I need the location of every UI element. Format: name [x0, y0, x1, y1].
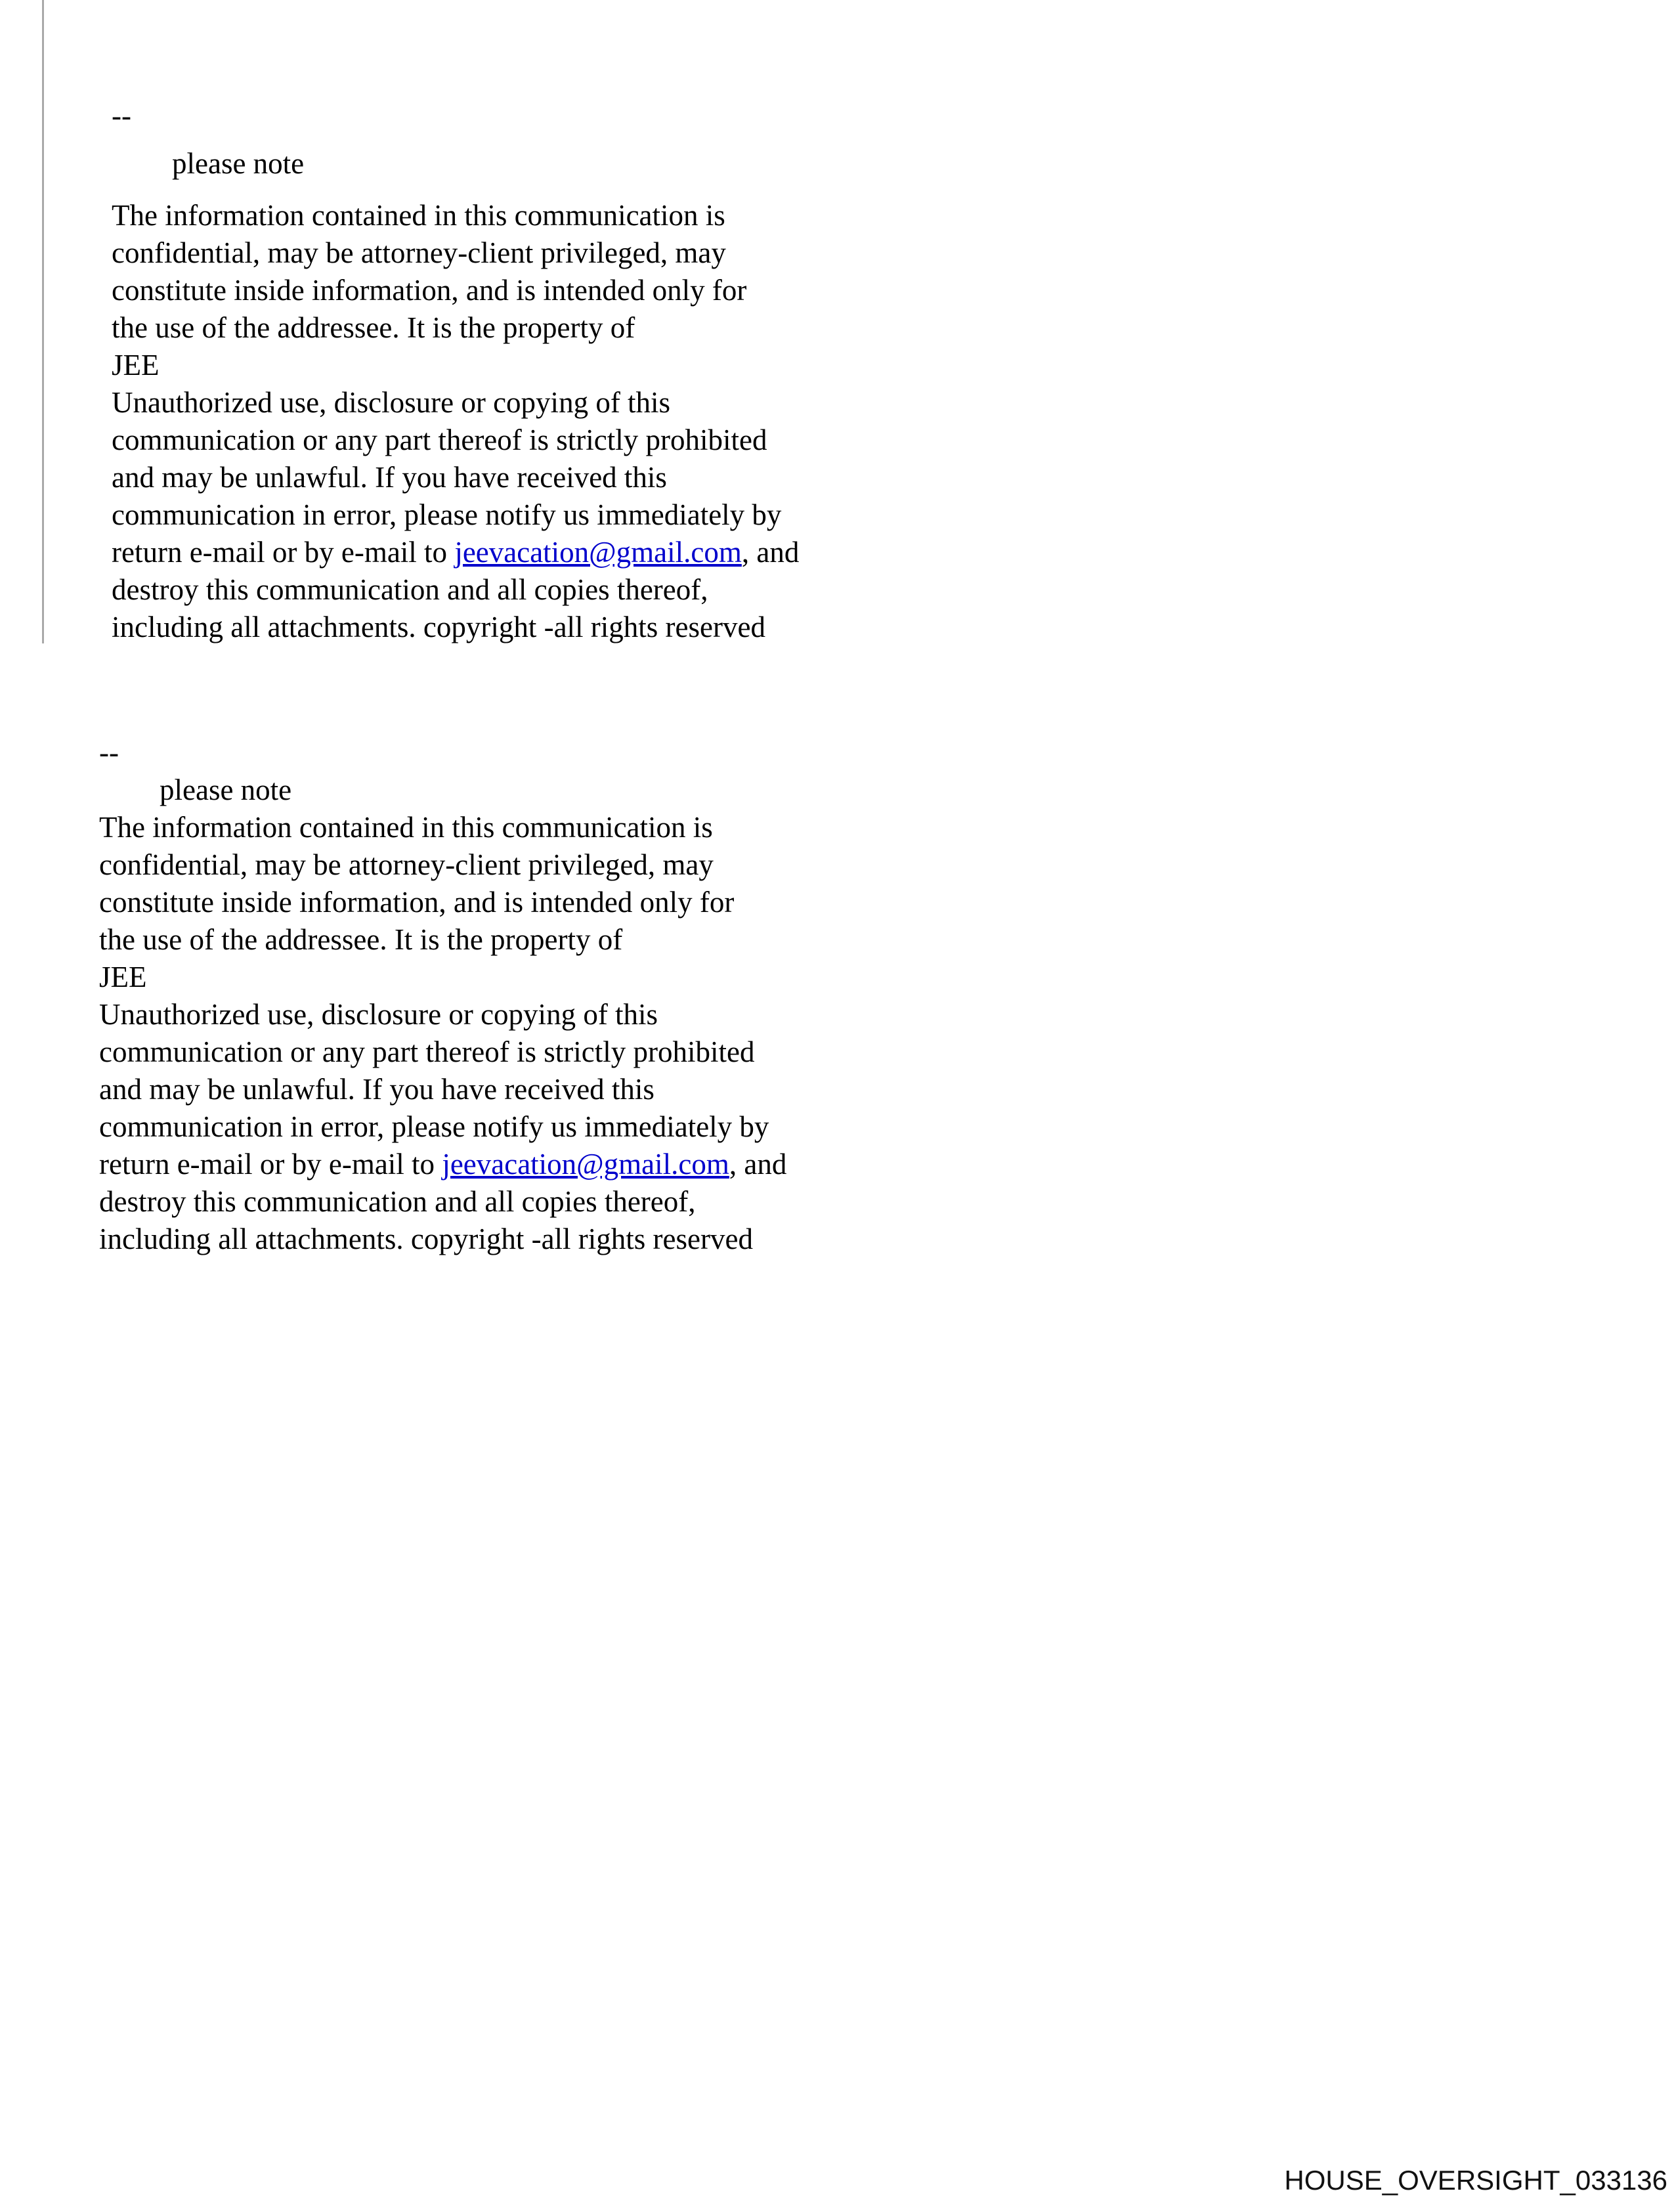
disclaimer-line: destroy this communication and all copies thereof,	[99, 1185, 696, 1218]
link-suffix-text: , and	[741, 536, 800, 569]
disclaimer-line: JEE	[112, 349, 160, 381]
disclaimer-line: communication or any part thereof is strictly prohibited	[112, 423, 767, 456]
link-prefix-text: return e-mail or by e-mail to	[112, 536, 455, 569]
disclaimer-line: including all attachments. copyright -all rights reserved	[99, 1223, 753, 1255]
disclaimer-line: the use of the addressee. It is the property of	[112, 311, 635, 344]
disclaimer-paragraph	[99, 809, 786, 1258]
disclaimer-line: The information contained in this communication is	[99, 811, 713, 844]
quote-bar	[42, 0, 44, 643]
link-suffix-text: , and	[729, 1148, 787, 1181]
disclaimer-line-with-link	[99, 1146, 786, 1183]
email-disclaimer-block-bottom	[99, 734, 786, 1258]
please-note-heading: please note	[160, 773, 292, 806]
disclaimer-line: constitute inside information, and is intended only for	[112, 274, 747, 307]
disclaimer-line: constitute inside information, and is intended only for	[99, 886, 735, 919]
disclaimer-line: including all attachments. copyright -all rights reserved	[112, 611, 765, 643]
email-link[interactable]: jeevacation@gmail.com	[454, 536, 742, 569]
disclaimer-line: communication or any part thereof is strictly prohibited	[99, 1035, 755, 1068]
disclaimer-line: Unauthorized use, disclosure or copying of this	[99, 998, 658, 1031]
disclaimer-line: communication in error, please notify us immediately by	[99, 1110, 769, 1143]
signature-separator: --	[99, 736, 119, 769]
link-prefix-text: return e-mail or by e-mail to	[99, 1148, 442, 1181]
disclaimer-line: JEE	[99, 961, 147, 993]
disclaimer-paragraph	[112, 197, 799, 646]
disclaimer-line: Unauthorized use, disclosure or copying of this	[112, 386, 671, 419]
disclaimer-line: communication in error, please notify us immediately by	[112, 498, 782, 531]
disclaimer-line: the use of the addressee. It is the property of	[99, 923, 623, 956]
please-note-heading: please note	[172, 147, 305, 180]
disclaimer-line: destroy this communication and all copies thereof,	[112, 573, 708, 606]
email-disclaimer-block-top	[112, 97, 799, 646]
signature-separator: --	[112, 99, 131, 132]
bates-number: HOUSE_OVERSIGHT_033136	[1284, 2165, 1667, 2196]
disclaimer-line: confidential, may be attorney-client privileged, may	[112, 236, 726, 269]
disclaimer-line: The information contained in this communication is	[112, 199, 725, 232]
disclaimer-line: and may be unlawful. If you have received this	[99, 1073, 655, 1106]
disclaimer-line-with-link	[112, 534, 799, 571]
email-link[interactable]: jeevacation@gmail.com	[442, 1148, 729, 1181]
disclaimer-line: confidential, may be attorney-client privileged, may	[99, 848, 714, 881]
disclaimer-line: and may be unlawful. If you have received this	[112, 461, 667, 494]
